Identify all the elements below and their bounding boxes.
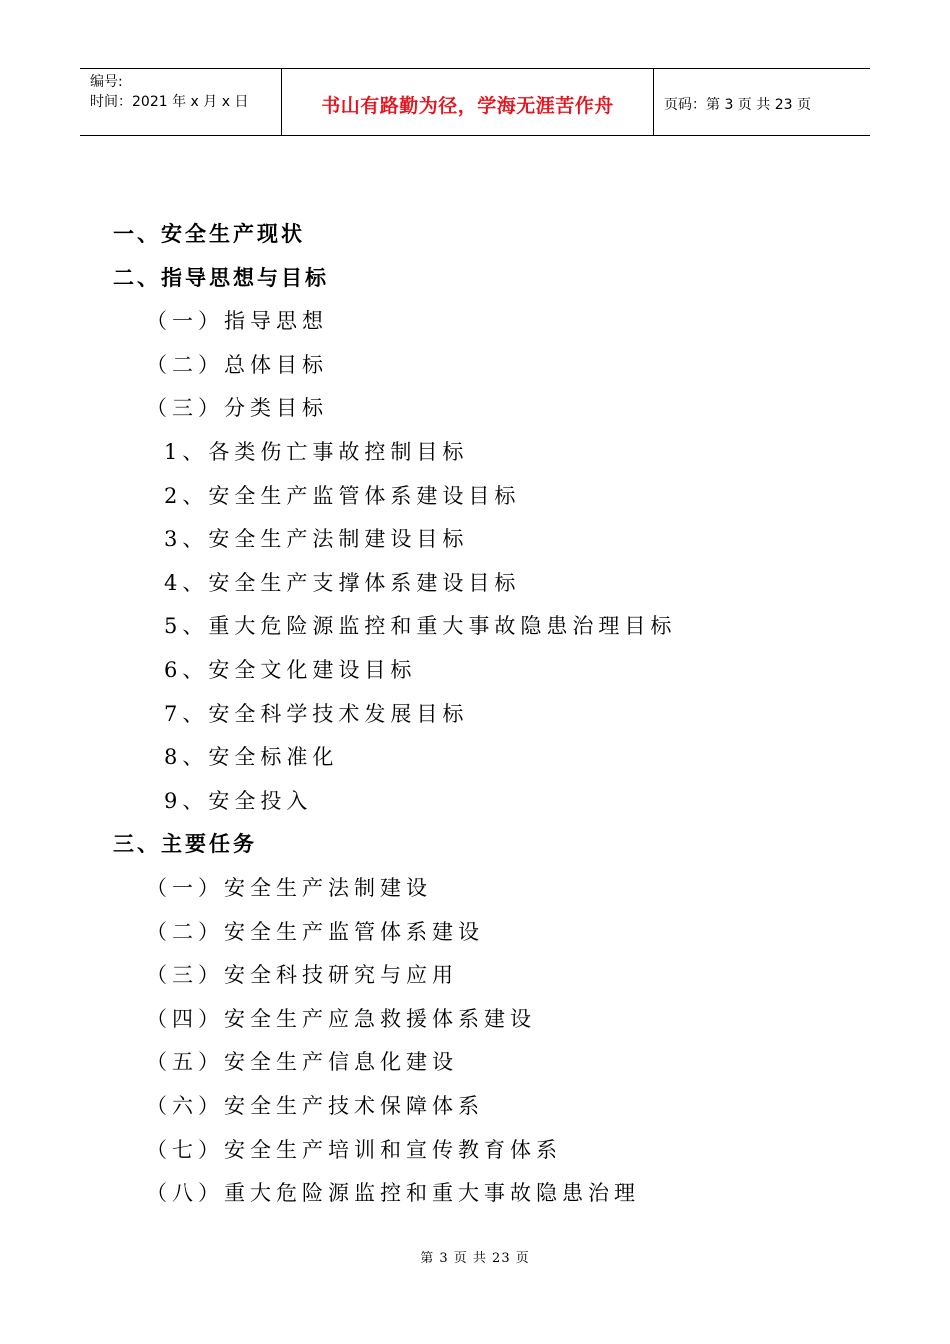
toc-numbered-item: 3、安全生产法制建设目标 <box>164 527 469 552</box>
header-meta-cell <box>80 69 282 135</box>
toc-subsection-item: （三）安全科技研究与应用 <box>146 963 458 988</box>
toc-numbered-item: 5、重大危险源监控和重大事故隐患治理目标 <box>164 614 677 639</box>
footer-page-number: 第 3 页 共 23 页 <box>420 1251 530 1266</box>
toc-subsection-item: （八）重大危险源监控和重大事故隐患治理 <box>146 1181 640 1206</box>
page-header <box>80 68 870 136</box>
toc-subsection-item: （七）安全生产培训和宣传教育体系 <box>146 1137 562 1162</box>
toc-section-heading: 一、安全生产现状 <box>113 221 305 246</box>
header-page-info: 页码：第 3 页 共 23 页 <box>664 97 811 113</box>
toc-subsection-item: （二）安全生产监管体系建设 <box>146 919 484 944</box>
page-footer <box>0 1247 950 1266</box>
toc-subsection-item: （四）安全生产应急救援体系建设 <box>146 1006 536 1031</box>
toc-numbered-item: 9、安全投入 <box>164 788 313 813</box>
toc-numbered-item: 6、安全文化建设目标 <box>164 658 417 682</box>
toc-numbered-item: 4、安全生产支撑体系建设目标 <box>164 570 521 595</box>
document-number-label: 编号: <box>90 74 123 90</box>
toc-subsection-item: （五）安全生产信息化建设 <box>146 1050 458 1075</box>
toc-numbered-item: 7、安全科学技术发展目标 <box>164 701 469 726</box>
toc-subsection-item: （六）安全生产技术保障体系 <box>146 1094 484 1118</box>
toc-section-heading: 二、指导思想与目标 <box>113 264 329 290</box>
document-date-label: 时间：2021 年 x 月 x 日 <box>90 94 249 110</box>
header-motto: 书山有路勤为径，学海无涯苦作舟 <box>321 94 614 117</box>
toc-subsection-item: （二）总体目标 <box>146 352 328 377</box>
toc-numbered-item: 1、各类伤亡事故控制目标 <box>164 440 469 464</box>
toc-numbered-item: 8、安全标准化 <box>164 745 339 770</box>
toc-numbered-item: 2、安全生产监管体系建设目标 <box>164 483 521 508</box>
toc-subsection-item: （一）安全生产法制建设 <box>146 876 432 900</box>
header-page-cell <box>654 69 870 135</box>
toc-section-heading: 三、主要任务 <box>113 831 257 857</box>
header-motto-cell <box>282 69 654 135</box>
toc-subsection-item: （一）指导思想 <box>146 309 328 334</box>
toc-subsection-item: （三）分类目标 <box>146 396 328 421</box>
